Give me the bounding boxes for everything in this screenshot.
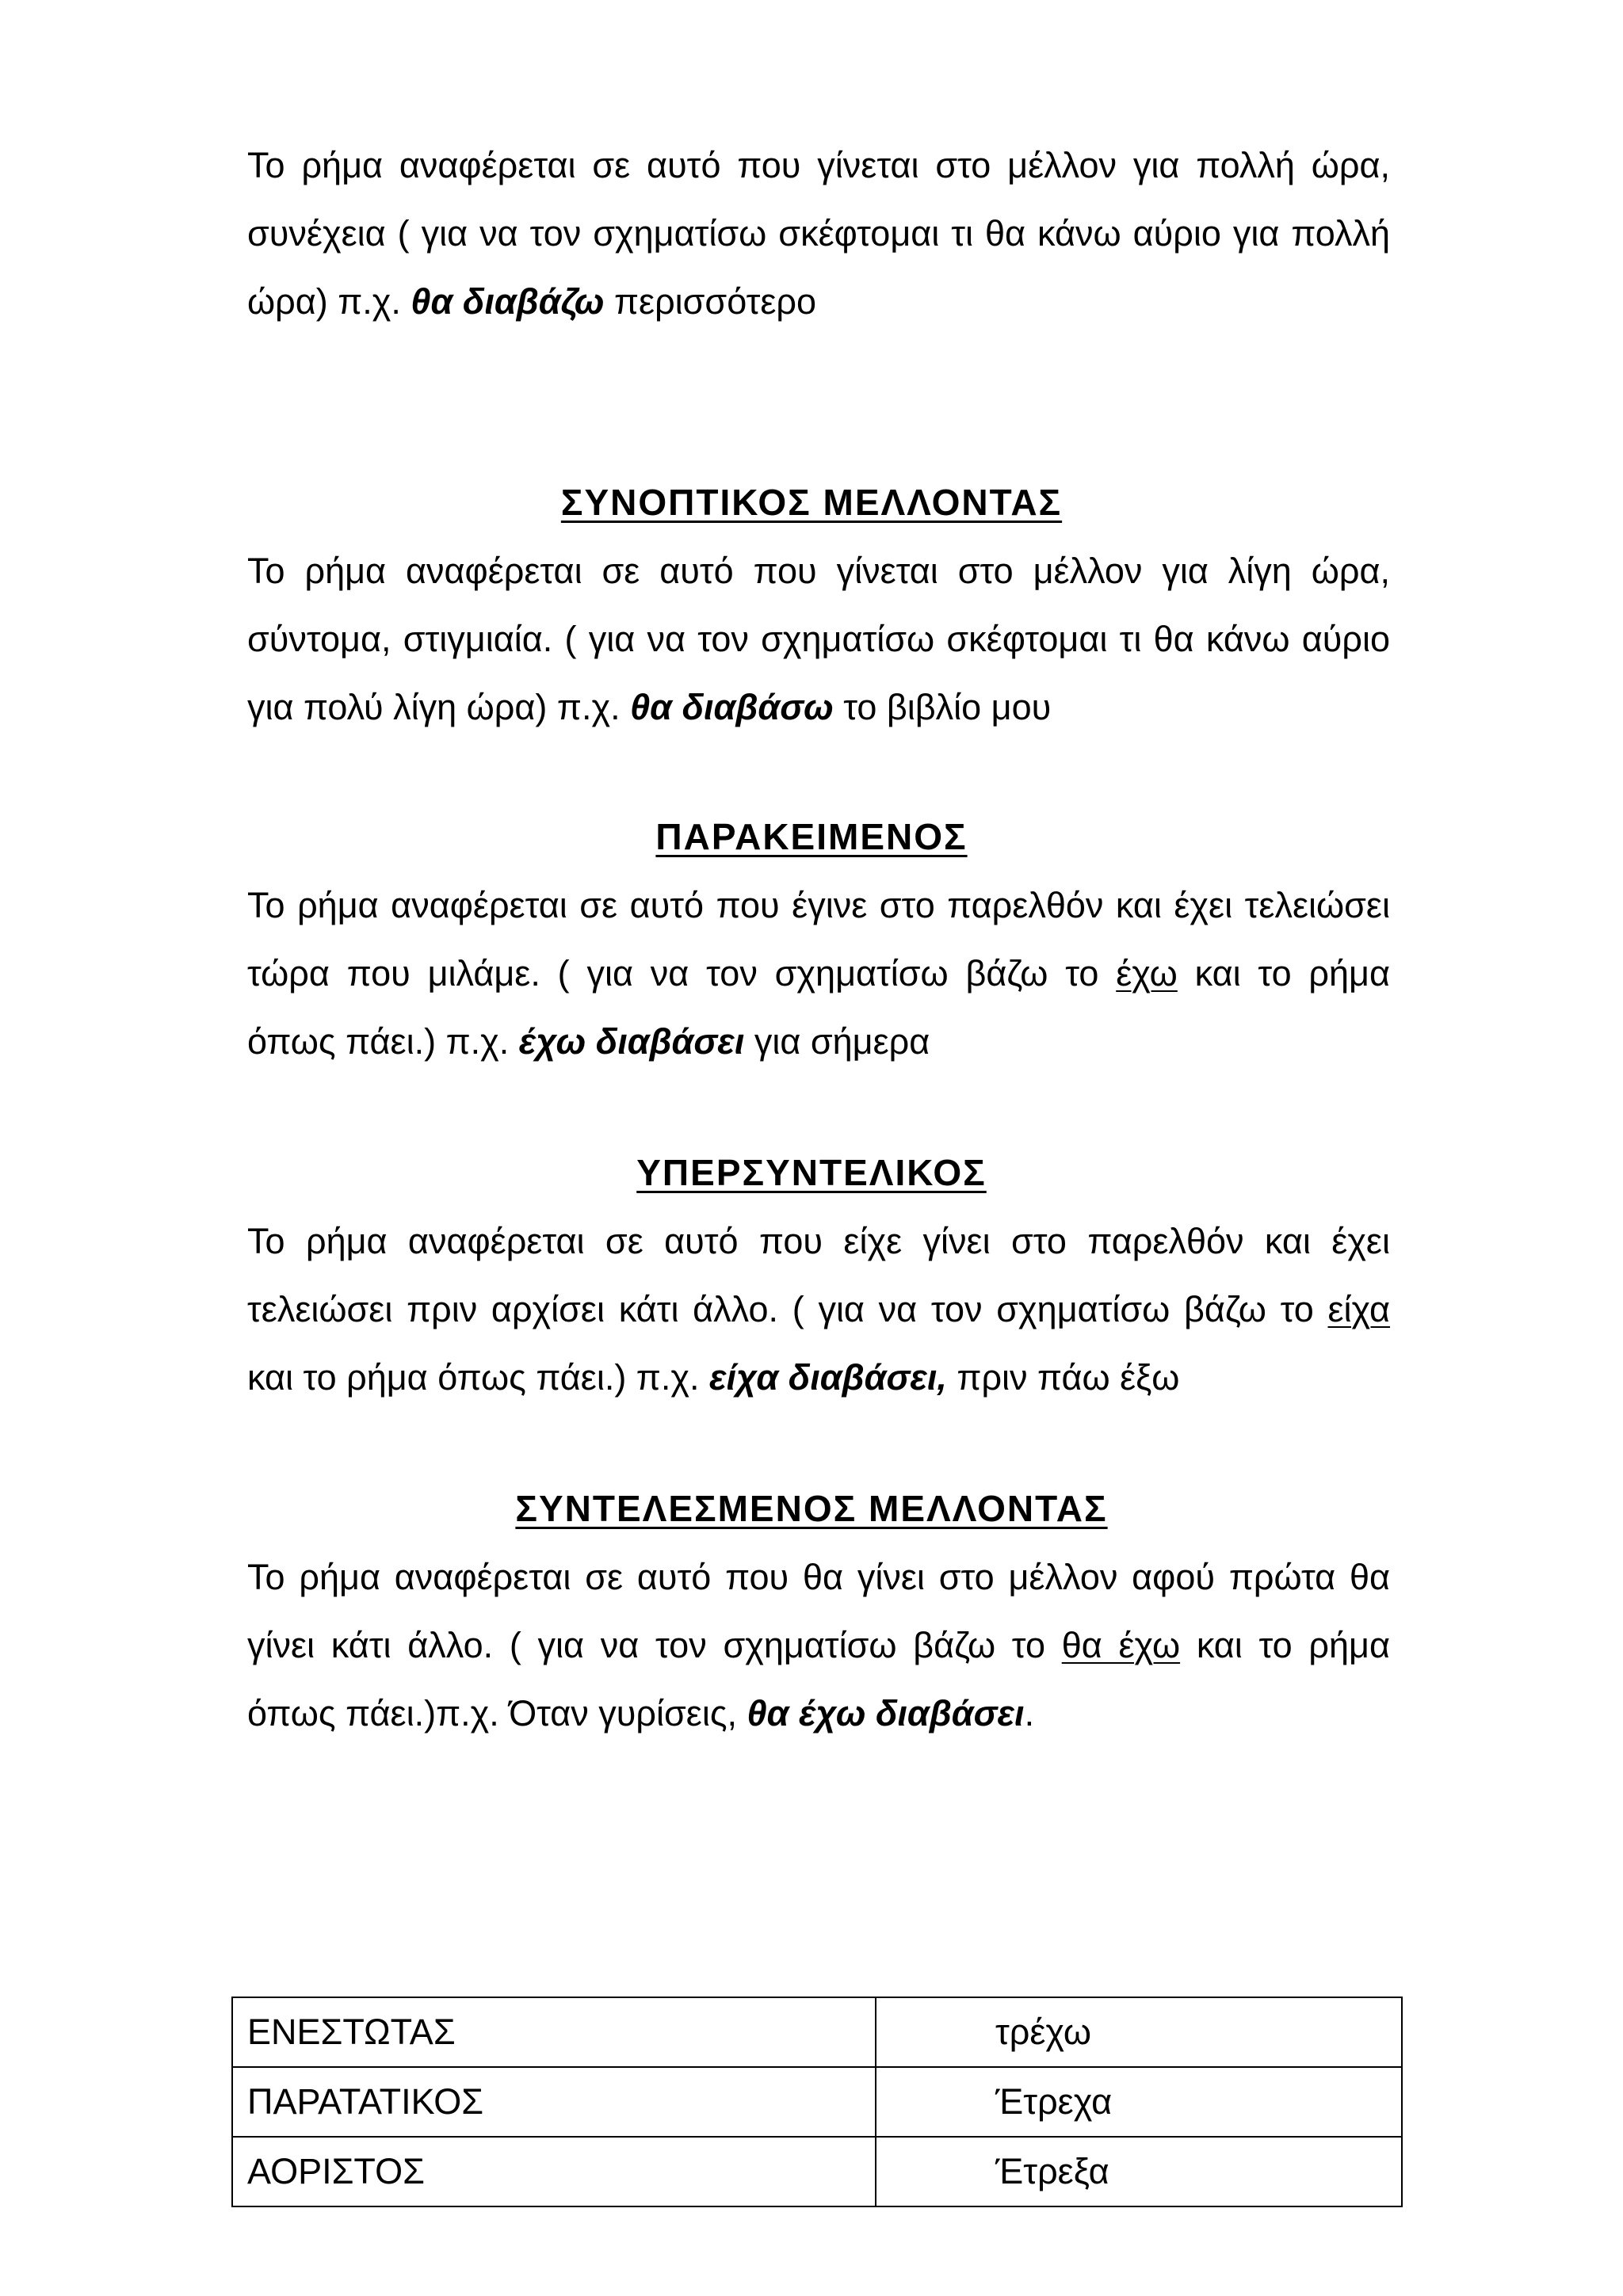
- auxiliary-verb: είχα: [1327, 1289, 1390, 1329]
- tense-table: [231, 1997, 1403, 2207]
- tense-name-cell: ΑΟΡΙΣΤΟΣ: [232, 2137, 876, 2206]
- paragraph-text: Το ρήμα αναφέρεται σε αυτό που είχε γίνει στο παρελθόν και έχει τελειώσει πριν αρχίσει κάτι άλλο. ( για να τον σχηματίσω βάζω το: [247, 1221, 1390, 1329]
- example-verb: θα διαβάσω: [630, 687, 834, 727]
- paragraph-simple-future: [247, 537, 1390, 742]
- example-verb: θα έχω διαβάσει: [747, 1693, 1025, 1733]
- paragraph-text-middle: και το ρήμα όπως πάει.) π.χ.: [247, 1357, 709, 1398]
- paragraph-present-perfect: [247, 871, 1390, 1076]
- verb-form-cell: Έτρεξα: [876, 2137, 1402, 2206]
- heading-future-perfect: ΣΥΝΤΕΛΕΣΜΕΝΟΣ ΜΕΛΛΟΝΤΑΣ: [515, 1488, 1108, 1529]
- table-row: [232, 2137, 1402, 2206]
- auxiliary-verb: έχω: [1116, 953, 1178, 994]
- verb-form-cell: τρέχω: [876, 1997, 1402, 2067]
- paragraph-text-middle: και το ρήμα όπως πάει.)π.χ. Όταν γυρίσεις,: [247, 1625, 1390, 1733]
- paragraph-text-end: .: [1024, 1693, 1035, 1733]
- example-verb: έχω διαβάσει: [518, 1021, 745, 1062]
- auxiliary-verb: θα έχω: [1061, 1625, 1181, 1665]
- tense-name-cell: ΠΑΡΑΤΑΤΙΚΟΣ: [232, 2067, 876, 2137]
- paragraph-future-perfect: [247, 1543, 1390, 1748]
- paragraph-text: Το ρήμα αναφέρεται σε αυτό που γίνεται στο μέλλον για πολλή ώρα, συνέχεια ( για να τον σχηματίσω σκέφτομαι τι θα κάνω αύριο για πολλή ώρα) π.χ.: [247, 145, 1390, 322]
- table-row: [232, 1997, 1402, 2067]
- tense-name-cell: ΕΝΕΣΤΩΤΑΣ: [232, 1997, 876, 2067]
- paragraph-text: Το ρήμα αναφέρεται σε αυτό που έγινε στο παρελθόν και έχει τελειώσει τώρα που μιλάμε. ( για να τον σχηματίσω βάζω το: [247, 885, 1390, 994]
- paragraph-text-middle: και το ρήμα όπως πάει.) π.χ.: [247, 953, 1390, 1062]
- heading-simple-future: ΣΥΝΟΠΤΙΚΟΣ ΜΕΛΛΟΝΤΑΣ: [560, 482, 1063, 523]
- paragraph-past-perfect: [247, 1207, 1390, 1412]
- paragraph-text: Το ρήμα αναφέρεται σε αυτό που θα γίνει στο μέλλον αφού πρώτα θα γίνει κάτι άλλο. ( για να τον σχηματίσω βάζω το: [247, 1557, 1390, 1665]
- example-verb: θα διαβάζω: [411, 281, 605, 322]
- paragraph-text-end: το βιβλίο μου: [833, 687, 1052, 727]
- example-verb: είχα διαβάσει,: [708, 1357, 947, 1398]
- paragraph-continuous-future: [247, 132, 1390, 336]
- verb-form-cell: Έτρεχα: [876, 2067, 1402, 2137]
- heading-present-perfect: ΠΑΡΑΚΕΙΜΕΝΟΣ: [655, 816, 968, 857]
- paragraph-text-end: πριν πάω έξω: [946, 1357, 1180, 1398]
- heading-past-perfect: ΥΠΕΡΣΥΝΤΕΛΙΚΟΣ: [636, 1152, 987, 1193]
- table-row: [232, 2067, 1402, 2137]
- paragraph-text-end: για σήμερα: [744, 1021, 930, 1062]
- paragraph-text: Το ρήμα αναφέρεται σε αυτό που γίνεται στο μέλλον για λίγη ώρα, σύντομα, στιγμιαία. ( για να τον σχηματίσω σκέφτομαι τι θα κάνω αύριο για πολύ λίγη ώρα) π.χ.: [247, 551, 1390, 727]
- paragraph-text-end: περισσότερο: [604, 281, 817, 322]
